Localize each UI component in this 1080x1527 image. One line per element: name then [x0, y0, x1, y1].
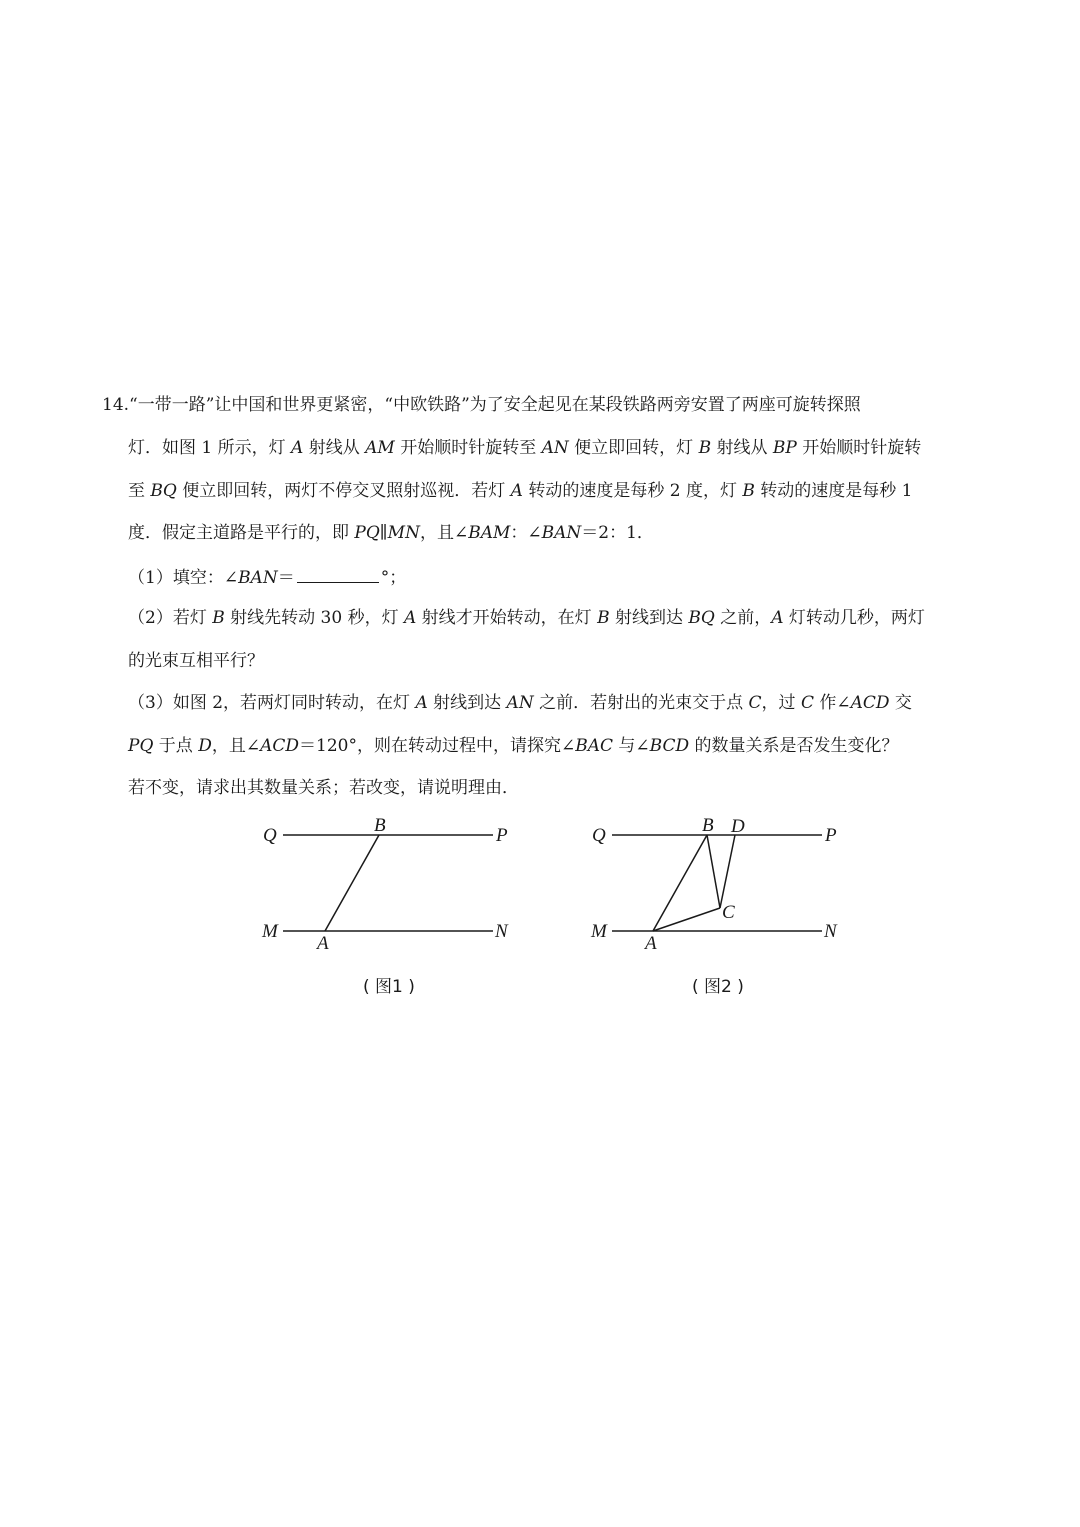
part-3-line-2: PQ 于点 D，且∠ACD＝120°，则在转动过程中，请探究∠BAC 与∠BCD 的数量关系是否发生变化？ [128, 736, 899, 756]
label-c: C [722, 902, 735, 923]
question-number: 14. [102, 395, 130, 415]
segment-ab [653, 835, 707, 931]
label-p: P [496, 825, 508, 846]
label-q: Q [592, 825, 606, 846]
part-1: （1）填空：∠BAN＝ °； [128, 564, 406, 590]
segment-cd [720, 835, 735, 908]
part-3-line-3: 若不变，请求出其数量关系；若改变，请说明理由． [128, 778, 519, 798]
label-b: B [374, 815, 386, 836]
label-a: A [317, 933, 329, 954]
segment-ab [325, 835, 379, 931]
segment-bc [707, 835, 720, 908]
segment-ac [653, 908, 720, 931]
label-n: N [824, 921, 837, 942]
figure-1 [255, 810, 525, 960]
label-m: M [262, 921, 278, 942]
label-m: M [591, 921, 607, 942]
label-b: B [702, 815, 714, 836]
label-a: A [645, 933, 657, 954]
part-3-line-1: （3）如图 2，若两灯同时转动，在灯 A 射线到达 AN 之前．若射出的光束交于点 C，过 C 作∠ACD 交 [128, 693, 912, 713]
label-n: N [495, 921, 508, 942]
figure-2 [585, 810, 855, 960]
label-p: P [825, 825, 837, 846]
question-line-3: 至 BQ 便立即回转，两灯不停交叉照射巡视．若灯 A 转动的速度是每秒 2 度，灯 B 转动的速度是每秒 1 [128, 481, 913, 501]
question-line-2: 灯．如图 1 所示，灯 A 射线从 AM 开始顺时针旋转至 AN 便立即回转，灯 B 射线从 BP 开始顺时针旋转 [128, 438, 922, 458]
question-line-4: 度．假定主道路是平行的，即 PQ∥MN，且∠BAM：∠BAN＝2：1． [128, 523, 654, 543]
figure-1-caption: ( 图1 ) [363, 977, 415, 997]
label-q: Q [263, 825, 277, 846]
label-d: D [731, 816, 745, 837]
part-2-line-2: 的光束互相平行？ [128, 651, 264, 671]
part-2-line-1: （2）若灯 B 射线先转动 30 秒，灯 A 射线才开始转动，在灯 B 射线到达 BQ 之前，A 灯转动几秒，两灯 [128, 608, 925, 628]
question-line-1: 14.“一带一路”让中国和世界更紧密，“中欧铁路”为了安全起见在某段铁路两旁安置了两座可旋转探照 [102, 395, 861, 415]
answer-blank[interactable] [297, 564, 379, 583]
figure-2-caption: ( 图2 ) [692, 977, 744, 997]
